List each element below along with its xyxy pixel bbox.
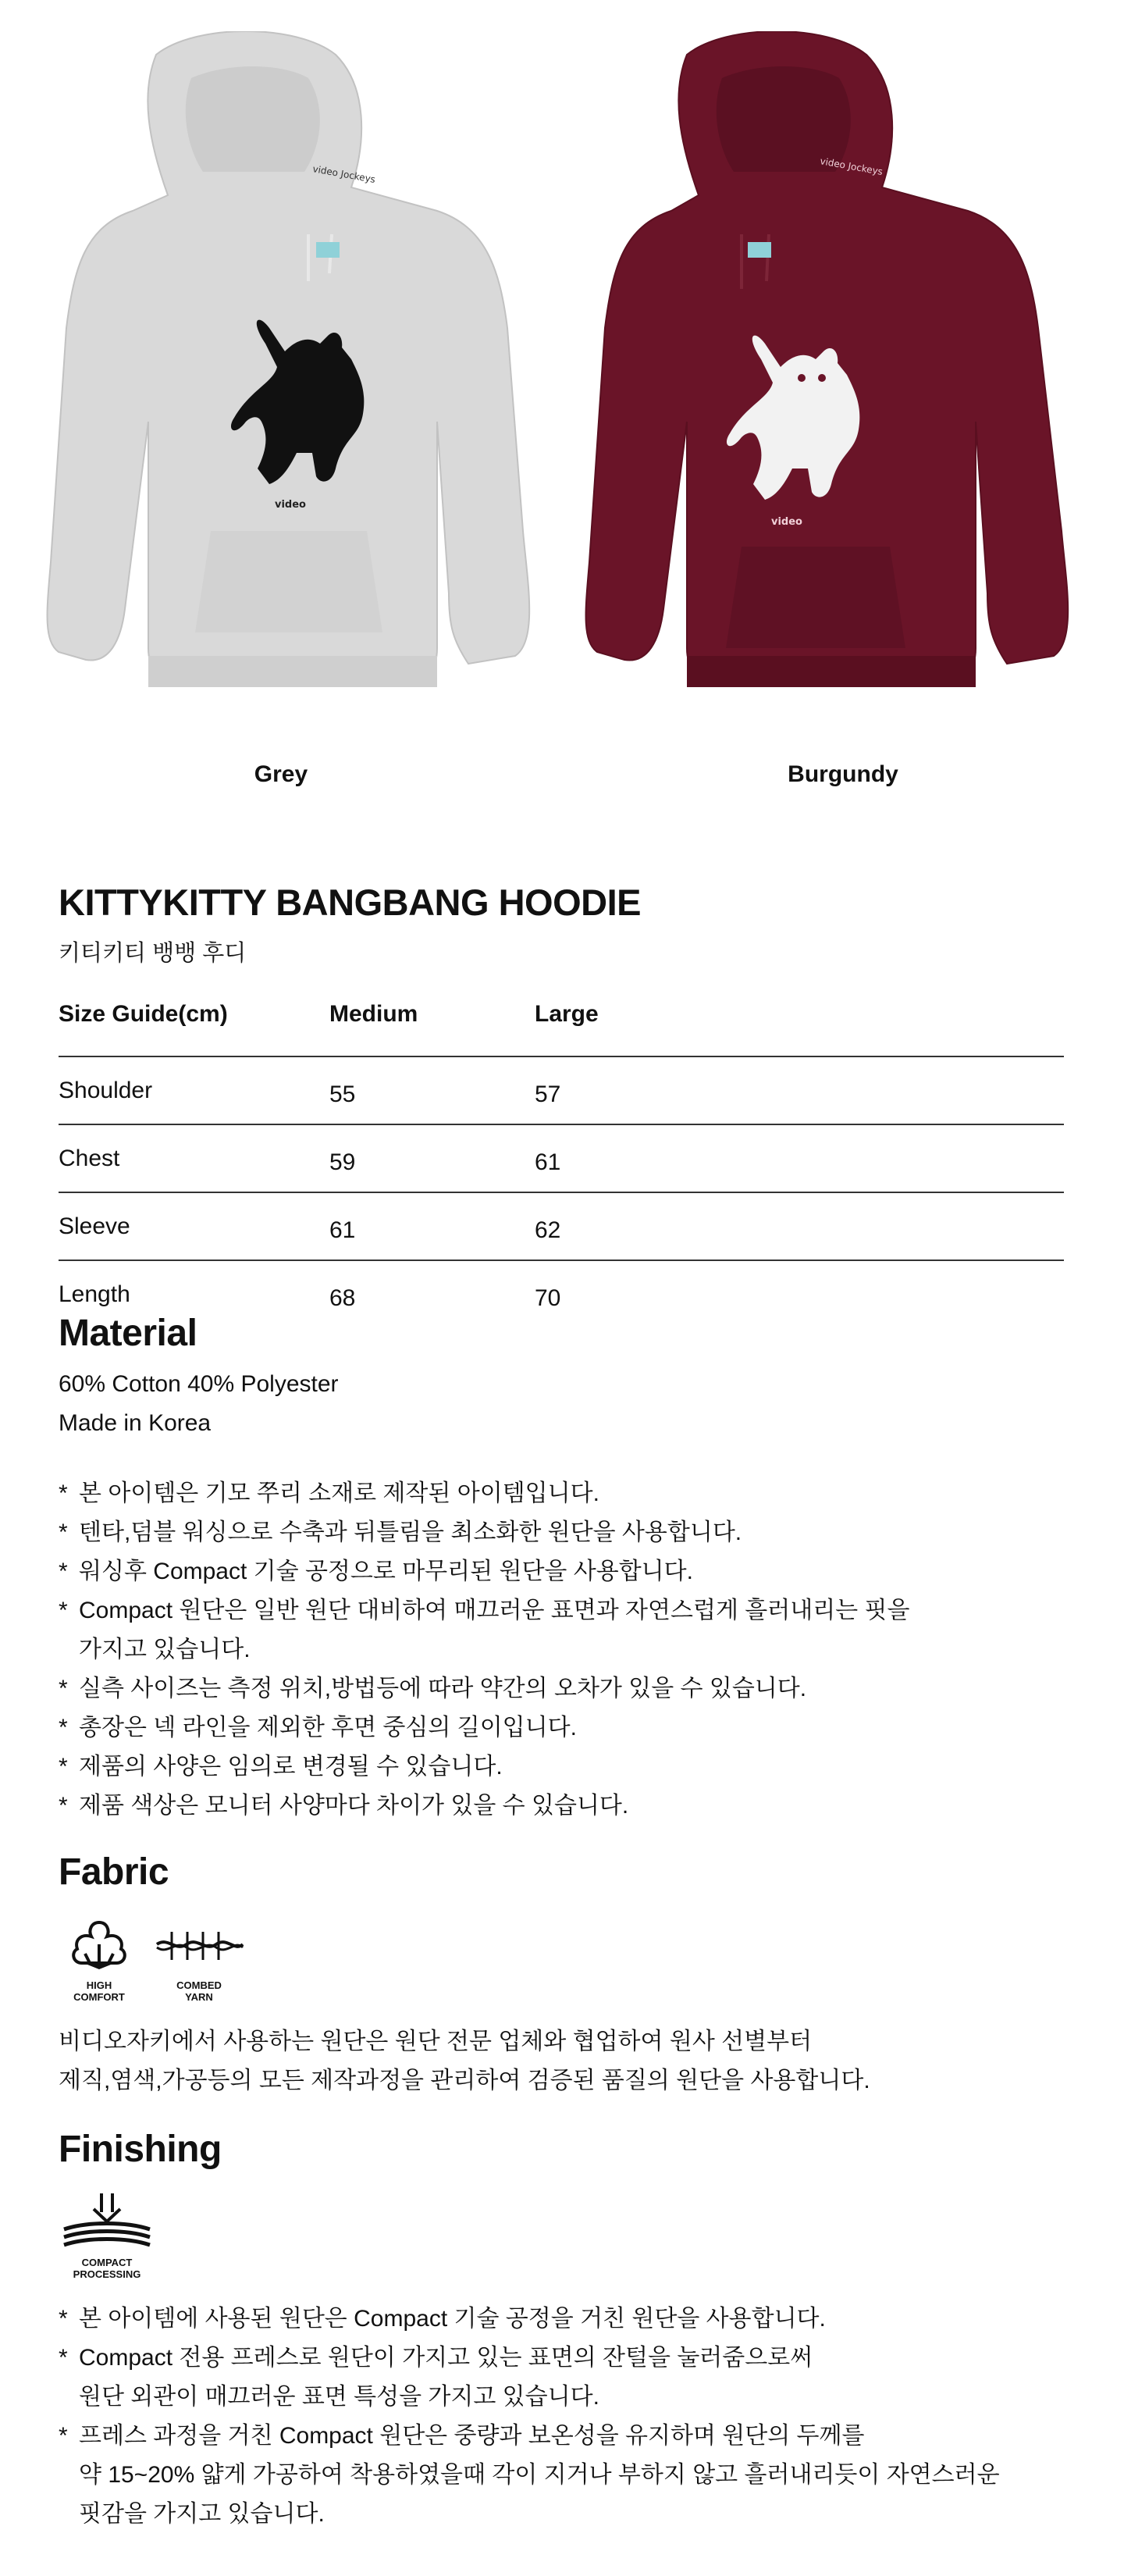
size-guide-header: Size Guide(cm) [59, 1001, 228, 1027]
list-item: * 텐타,덤블 워싱으로 수축과 뒤틀림을 최소화한 원단을 사용합니다. [59, 1520, 742, 1545]
product-grey [0, 0, 562, 804]
product-subtitle: 키티키티 뱅뱅 후디 [59, 941, 247, 966]
cotton-flower-icon [60, 1913, 138, 1976]
large-header: Large [535, 1001, 599, 1027]
medium-value: 61 [329, 1217, 356, 1243]
finishing-notes [59, 2300, 1000, 2534]
list-item: * 제품의 사양은 임의로 변경될 수 있습니다. [59, 1754, 503, 1780]
color-label-grey: Grey [254, 761, 308, 787]
list-item: * 총장은 넥 라인을 제외한 후면 중심의 길이입니다. [59, 1715, 577, 1740]
list-item: * 제품 색상은 모니터 사양마다 차이가 있을 수 있습니다. [59, 1793, 629, 1819]
list-item: * 실측 사이즈는 측정 위치,방법등에 따라 약간의 오차가 있을 수 있습니다. [59, 1676, 807, 1701]
product-burgundy [562, 0, 1124, 804]
table-row [59, 1192, 1064, 1260]
color-label-burgundy: Burgundy [788, 761, 898, 787]
list-item: * 본 아이템에 사용된 원단은 Compact 기술 공정을 거친 원단을 사용합니다. [59, 2306, 826, 2332]
list-item: 약 15~20% 얇게 가공하여 착용하였을때 각이 지거나 부하지 않고 흘러내리듯이 자연스러운 [79, 2462, 1000, 2488]
finishing-title: Finishing [59, 2129, 222, 2170]
burgundy-hoodie-image [562, 31, 1124, 750]
product-title: KITTYKITTY BANGBANG HOODIE [59, 882, 641, 923]
fabric-description: 비디오자키에서 사용하는 원단은 원단 전문 업체와 협업하여 원사 선별부터 제직,염색,가공등의 모든 제작과정을 관리하여 검증된 품질의 원단을 사용합니다. [59, 2029, 870, 2093]
compact-processing-badge: COMPACT PROCESSING [56, 2190, 158, 2280]
large-value: 57 [535, 1081, 561, 1107]
material-title: Material [59, 1313, 197, 1354]
compact-processing-icon [56, 2190, 158, 2253]
medium-value: 59 [329, 1149, 356, 1175]
svg-text:video Jockeys: video Jockeys [311, 163, 377, 186]
size-guide-table [59, 1001, 1064, 1327]
medium-value: 55 [329, 1081, 356, 1107]
combed-yarn-badge: COMBED YARN [152, 1913, 246, 2003]
product-images [0, 0, 1124, 804]
list-item: 원단 외관이 매끄러운 표면 특성을 가지고 있습니다. [79, 2384, 599, 2410]
row-label: Length [59, 1281, 130, 1307]
brand-tag-icon [316, 242, 340, 258]
row-label: Sleeve [59, 1213, 130, 1239]
large-value: 70 [535, 1284, 561, 1311]
brand-tag-icon [748, 242, 771, 258]
table-row [59, 1056, 1064, 1124]
list-item: * 프레스 과정을 거친 Compact 원단은 중량과 보온성을 유지하며 원단의 두께를 [59, 2423, 865, 2449]
grey-hoodie-image [0, 31, 562, 750]
row-label: Shoulder [59, 1077, 153, 1103]
medium-value: 68 [329, 1284, 356, 1311]
fabric-title: Fabric [59, 1851, 169, 1893]
list-item: 핏감을 가지고 있습니다. [79, 2501, 325, 2527]
list-item: 가지고 있습니다. [79, 1637, 251, 1662]
list-item: * 본 아이템은 기모 쭈리 소재로 제작된 아이템입니다. [59, 1480, 599, 1506]
material-origin: Made in Korea [59, 1410, 212, 1436]
large-value: 61 [535, 1149, 561, 1175]
large-value: 62 [535, 1217, 561, 1243]
table-row [59, 1260, 1064, 1327]
high-comfort-badge: HIGH COMFORT [56, 1913, 142, 2003]
row-label: Chest [59, 1145, 120, 1171]
svg-text:video: video [771, 516, 802, 528]
svg-text:video Jockeys: video Jockeys [819, 155, 884, 178]
list-item: * Compact 원단은 일반 원단 대비하여 매끄러운 표면과 자연스럽게 흘러내리는 핏을 [59, 1598, 910, 1623]
material-composition: 60% Cotton 40% Polyester [59, 1371, 339, 1397]
combed-yarn-icon [152, 1913, 246, 1976]
svg-text:video: video [275, 499, 306, 511]
material-notes [59, 1474, 909, 1826]
list-item: * 워싱후 Compact 기술 공정으로 마무리된 원단을 사용합니다. [59, 1559, 693, 1584]
table-row [59, 1124, 1064, 1192]
medium-header: Medium [329, 1001, 418, 1027]
list-item: * Compact 전용 프레스로 원단이 가지고 있는 표면의 잔털을 눌러줌으로써 [59, 2345, 813, 2371]
